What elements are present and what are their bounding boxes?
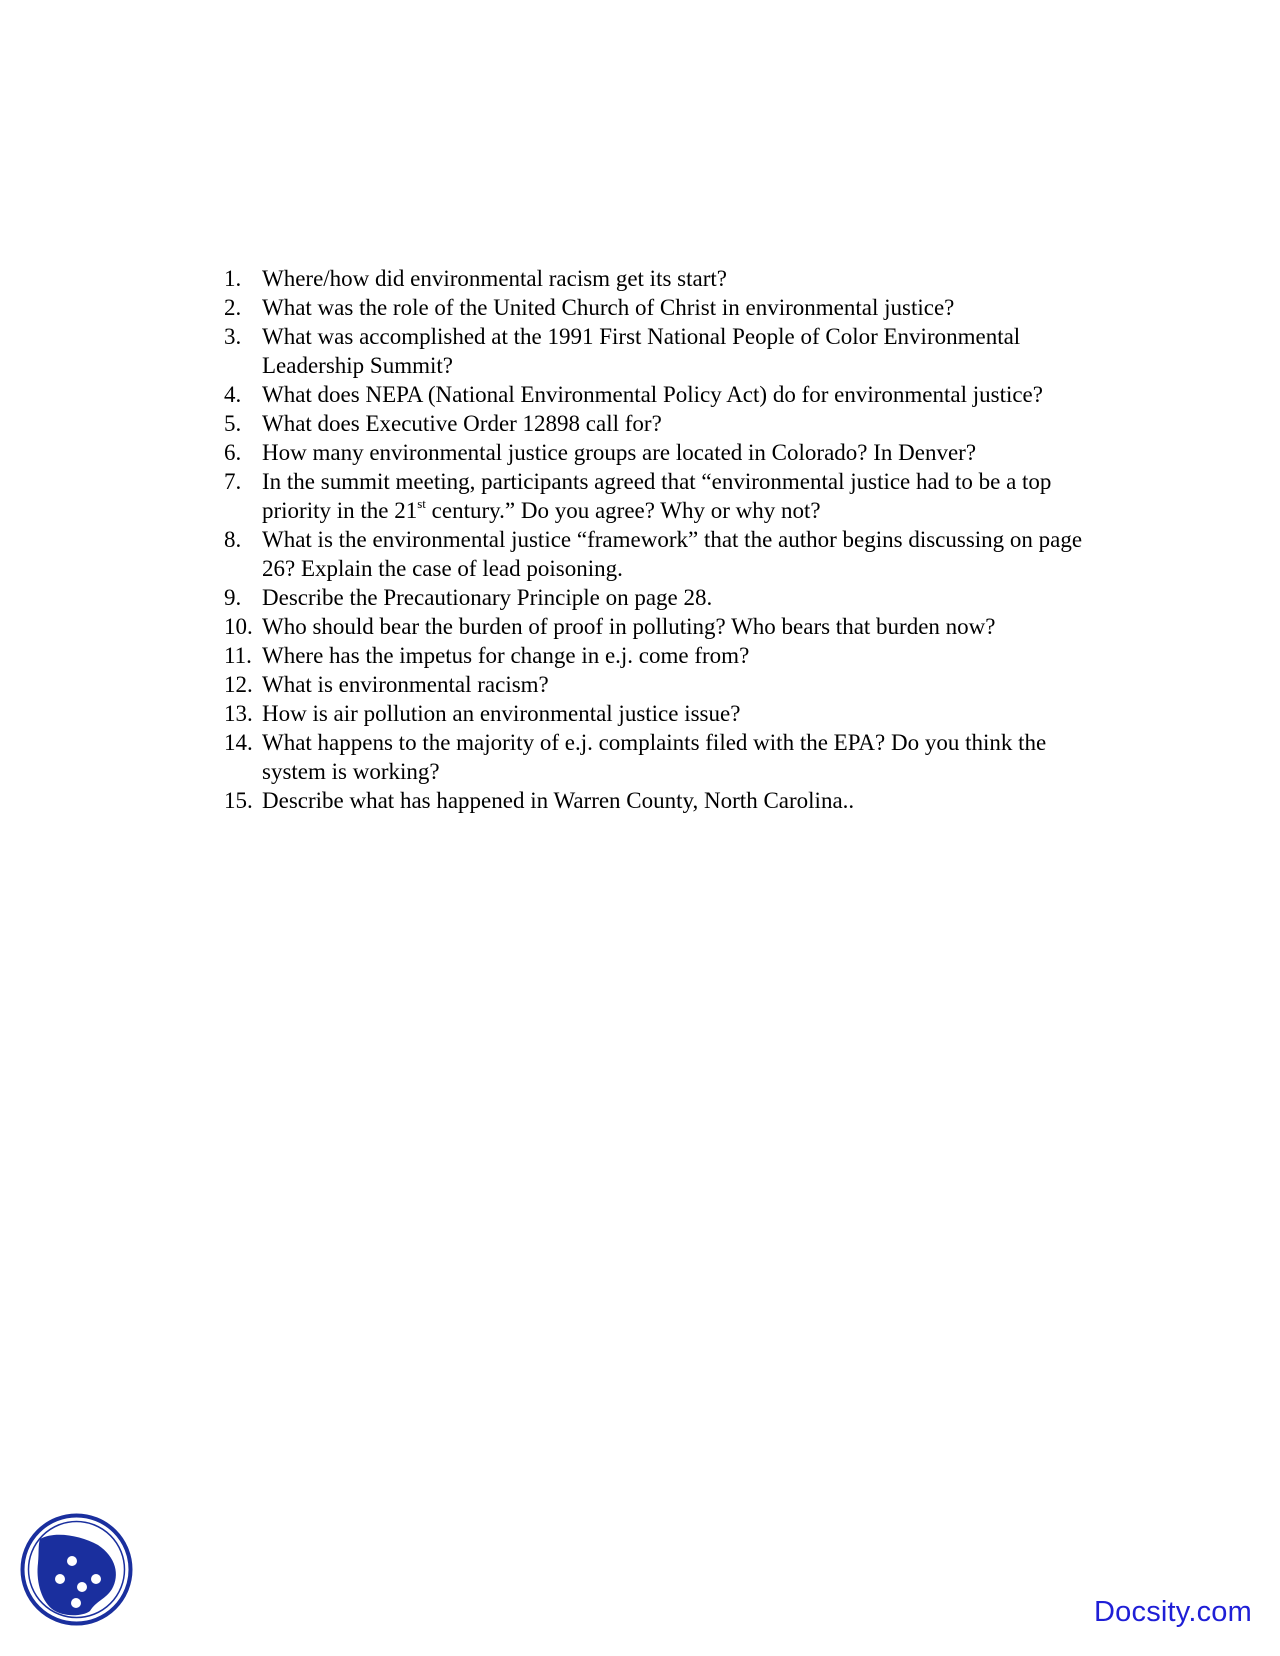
question-number: 3. [224,324,242,349]
question-item [224,641,1104,670]
question-number: 15. [224,788,253,813]
question-item [224,728,1104,786]
question-text: Describe what has happened in Warren County, North Carolina.. [262,788,855,813]
question-number: 14. [224,730,253,755]
question-text [262,467,1104,525]
question-item [224,525,1104,583]
question-text: How is air pollution an environmental justice issue? [262,701,741,726]
question-text: Where/how did environmental racism get its start? [262,266,727,291]
question-item [224,293,1104,322]
question-text-part: century.” Do you agree? Why or why not? [425,498,821,523]
question-number: 10. [224,614,253,639]
question-number: 8. [224,527,242,552]
question-item [224,786,1104,815]
question-number: 2. [224,295,242,320]
question-number: 9. [224,585,242,610]
docsity-logo-icon[interactable] [20,1513,133,1626]
question-text: What happens to the majority of e.j. complaints filed with the EPA? Do you think the system is working? [262,730,1047,784]
question-number: 5. [224,411,242,436]
question-item [224,699,1104,728]
question-item [224,612,1104,641]
question-text: How many environmental justice groups are located in Colorado? In Denver? [262,440,977,465]
question-text: What is the environmental justice “framework” that the author begins discussing on page 26? Explain the case of lead poisoning. [262,527,1083,581]
question-item [224,380,1104,409]
question-text: What does Executive Order 12898 call for? [262,411,662,436]
docsity-brand-link[interactable]: Docsity.com [1094,1596,1252,1628]
question-text: Describe the Precautionary Principle on page 28. [262,585,713,610]
question-text-part: In the summit meeting, participants agreed that “environmental justice had to be a top priority in the 21 [262,469,1052,523]
question-number: 4. [224,382,242,407]
question-number: 1. [224,266,242,291]
question-text: Where has the impetus for change in e.j. come from? [262,643,750,668]
question-text: What was the role of the United Church of Christ in environmental justice? [262,295,955,320]
question-item [224,438,1104,467]
question-item [224,322,1104,380]
question-number: 6. [224,440,242,465]
question-number: 11. [224,643,252,668]
question-text: What does NEPA (National Environmental Policy Act) do for environmental justice? [262,382,1043,407]
question-number: 12. [224,672,253,697]
question-text: What was accomplished at the 1991 First National People of Color Environmental Leadership Summit? [262,324,1021,378]
question-list [224,264,1104,815]
question-number: 7. [224,469,242,494]
question-item [224,583,1104,612]
question-item [224,409,1104,438]
question-text: Who should bear the burden of proof in polluting? Who bears that burden now? [262,614,996,639]
question-item [224,467,1104,525]
question-number: 13. [224,701,253,726]
question-item [224,670,1104,699]
question-item [224,264,1104,293]
question-text: What is environmental racism? [262,672,549,697]
ordinal-superscript: st [417,496,426,512]
